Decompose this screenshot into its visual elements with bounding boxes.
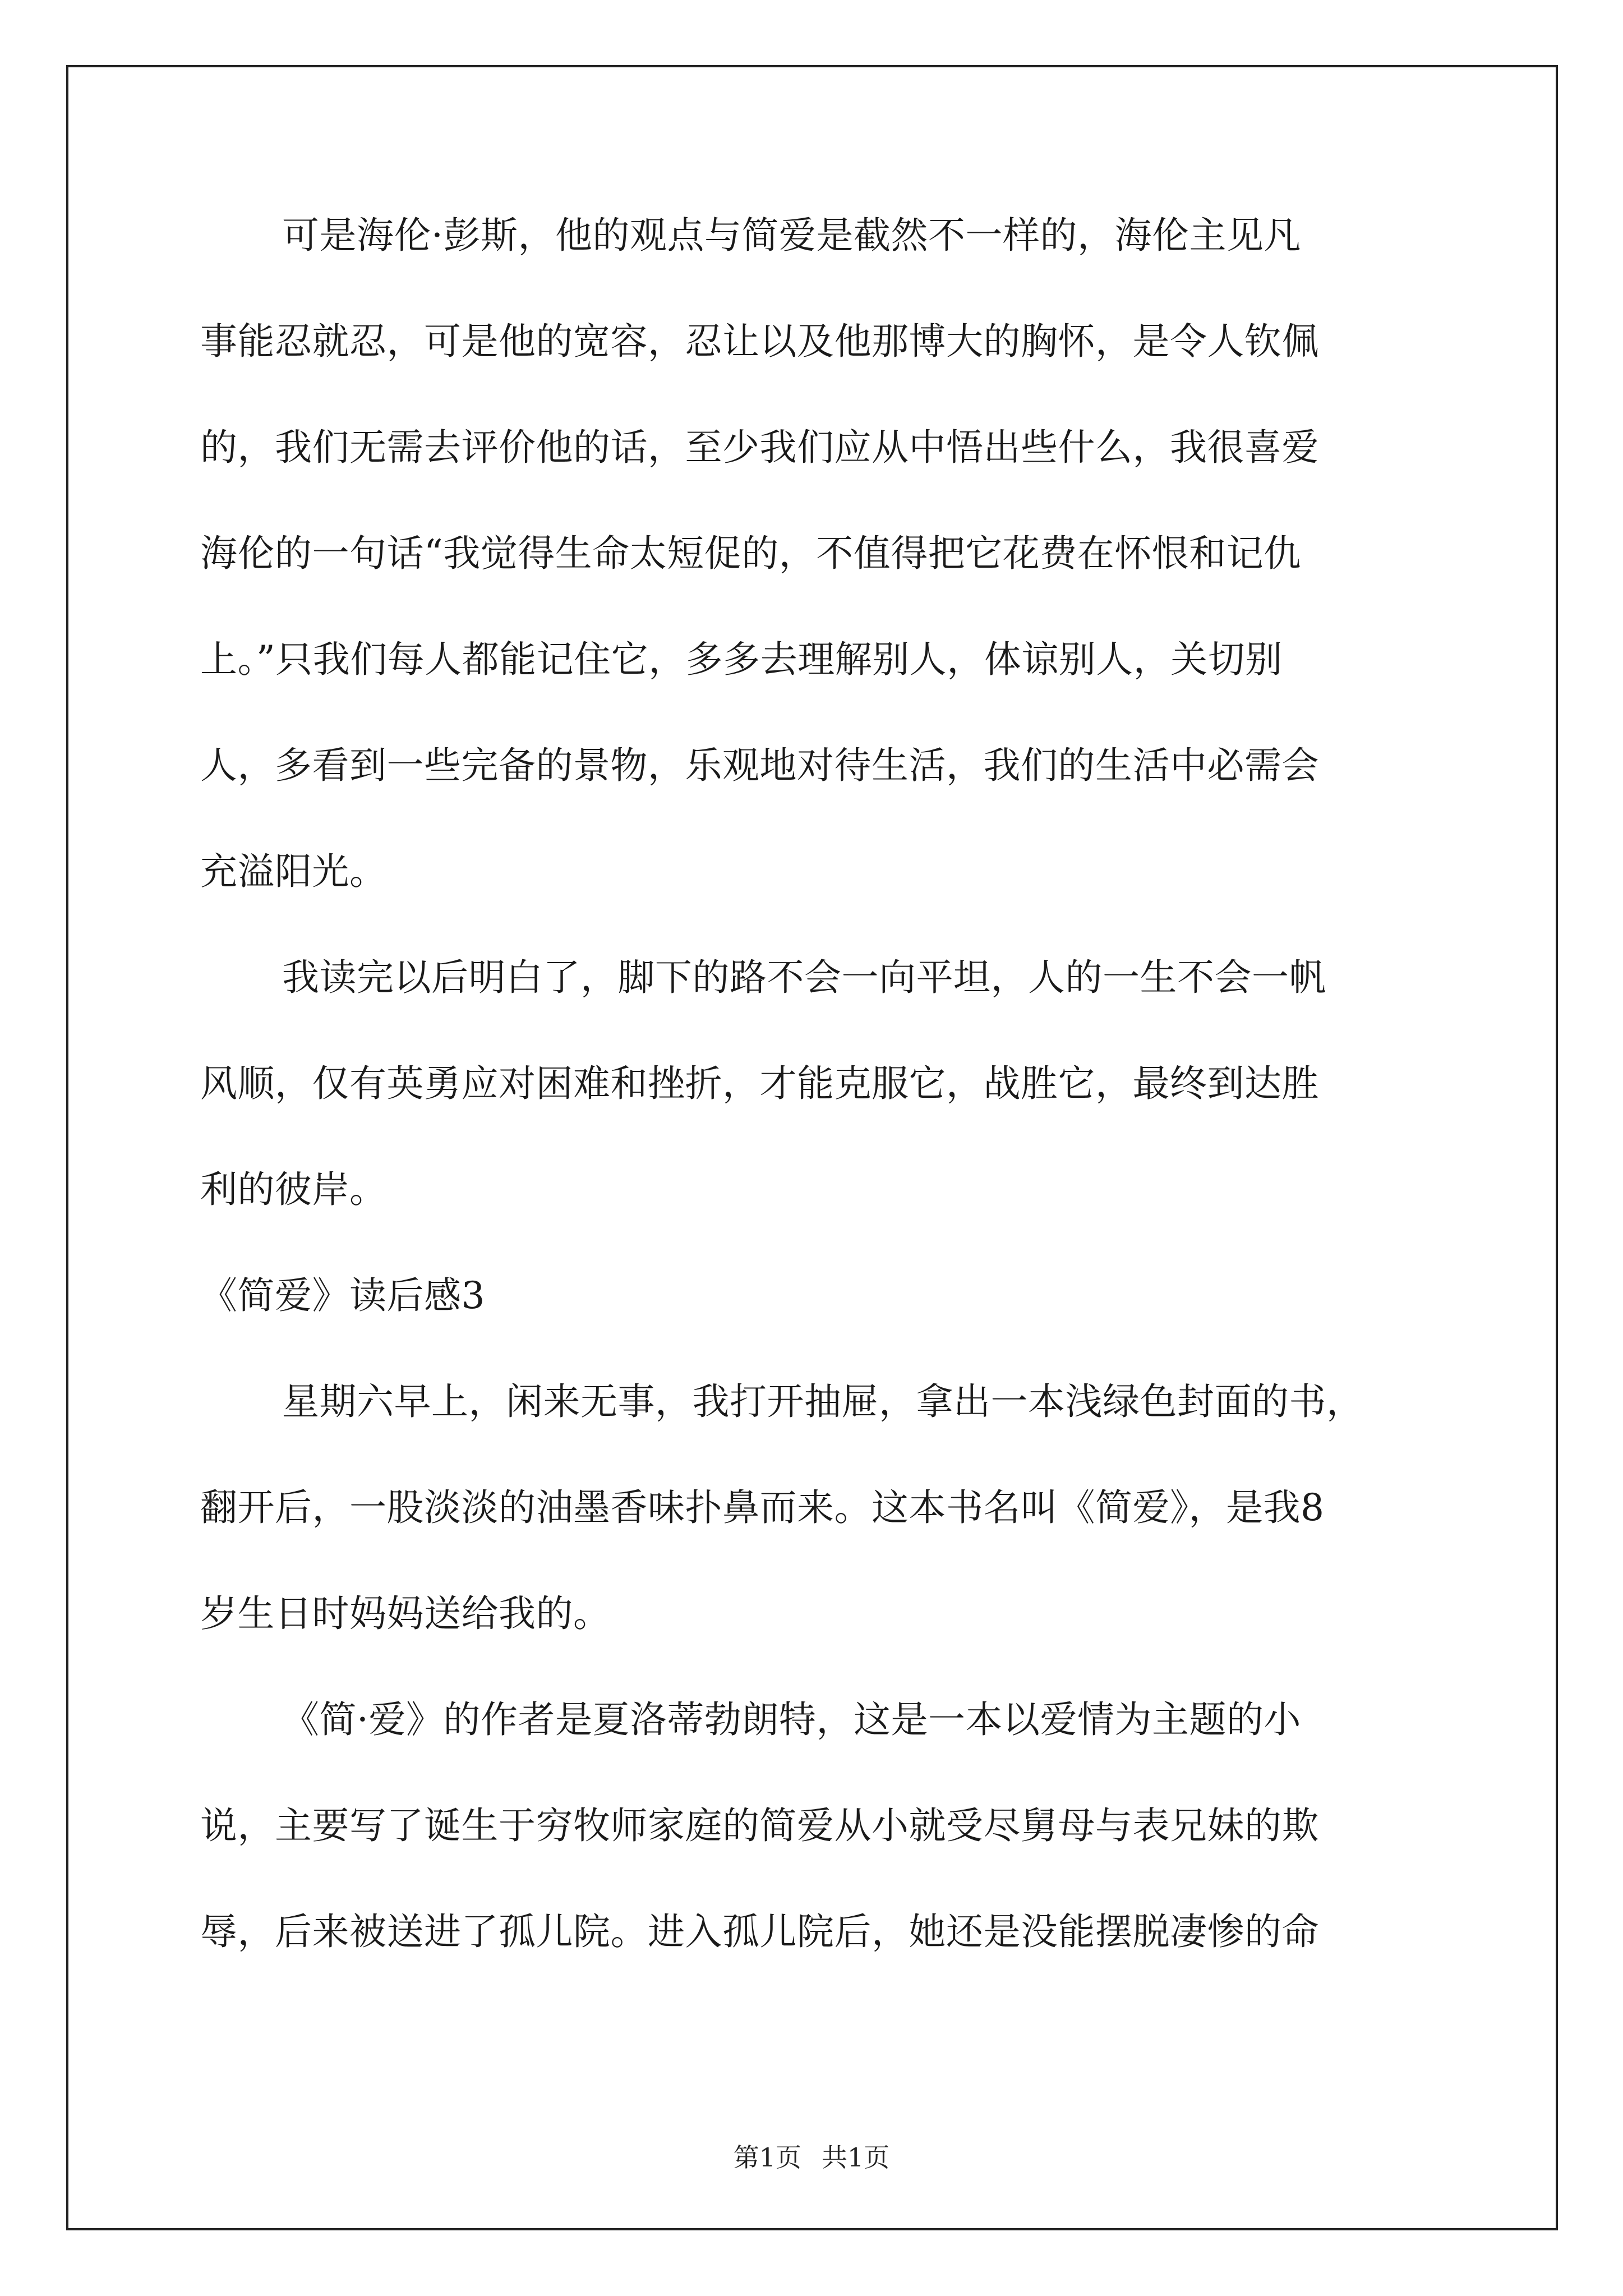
paragraph-1-line-7: 充溢阳光。 xyxy=(200,850,387,893)
paragraph-3-line-1: 星期六早上，闲来无事，我打开抽屉，拿出一本浅绿色封面的书， xyxy=(282,1380,1364,1423)
section-heading: 《简爱》读后感3 xyxy=(200,1274,485,1317)
page-border xyxy=(66,65,1558,2230)
paragraph-1-line-4: 海伦的一句话“我觉得生命太短促的，不值得把它花费在怀恨和记仇 xyxy=(200,532,1301,575)
paragraph-2-line-2: 风顺，仅有英勇应对困难和挫折，才能克服它，战胜它，最终到达胜 xyxy=(200,1062,1319,1105)
paragraph-4-line-2: 说，主要写了诞生于穷牧师家庭的简爱从小就受尽舅母与表兄妹的欺 xyxy=(200,1804,1319,1847)
paragraph-2-line-3: 利的彼岸。 xyxy=(200,1168,387,1211)
paragraph-2-line-1: 我读完以后明白了，脚下的路不会一向平坦，人的一生不会一帆 xyxy=(282,956,1326,999)
paragraph-1-line-3: 的，我们无需去评价他的话，至少我们应从中悟出些什么，我很喜爱 xyxy=(200,426,1319,469)
paragraph-1-line-1: 可是海伦·彭斯，他的观点与简爱是截然不一样的，海伦主见凡 xyxy=(282,214,1301,257)
paragraph-4-line-1: 《简·爱》的作者是夏洛蒂勃朗特，这是一本以爱情为主题的小 xyxy=(282,1698,1301,1741)
page-number-current: 第1页 xyxy=(733,2142,801,2173)
paragraph-1-line-6: 人，多看到一些完备的景物，乐观地对待生活，我们的生活中必需会 xyxy=(200,744,1319,787)
page-footer xyxy=(0,2142,1623,2173)
paragraph-1-line-2: 事能忍就忍，可是他的宽容，忍让以及他那博大的胸怀，是令人钦佩 xyxy=(200,320,1319,363)
paragraph-3-line-2: 翻开后，一股淡淡的油墨香味扑鼻而来。这本书名叫《简爱》，是我8 xyxy=(200,1486,1325,1529)
paragraph-1-line-5: 上。”只我们每人都能记住它，多多去理解别人，体谅别人，关切别 xyxy=(200,638,1283,681)
paragraph-4-line-3: 辱，后来被送进了孤儿院。进入孤儿院后，她还是没能摆脱凄惨的命 xyxy=(200,1910,1319,1953)
page-number-total: 共1页 xyxy=(822,2142,890,2173)
paragraph-3-line-3: 岁生日时妈妈送给我的。 xyxy=(200,1592,611,1635)
